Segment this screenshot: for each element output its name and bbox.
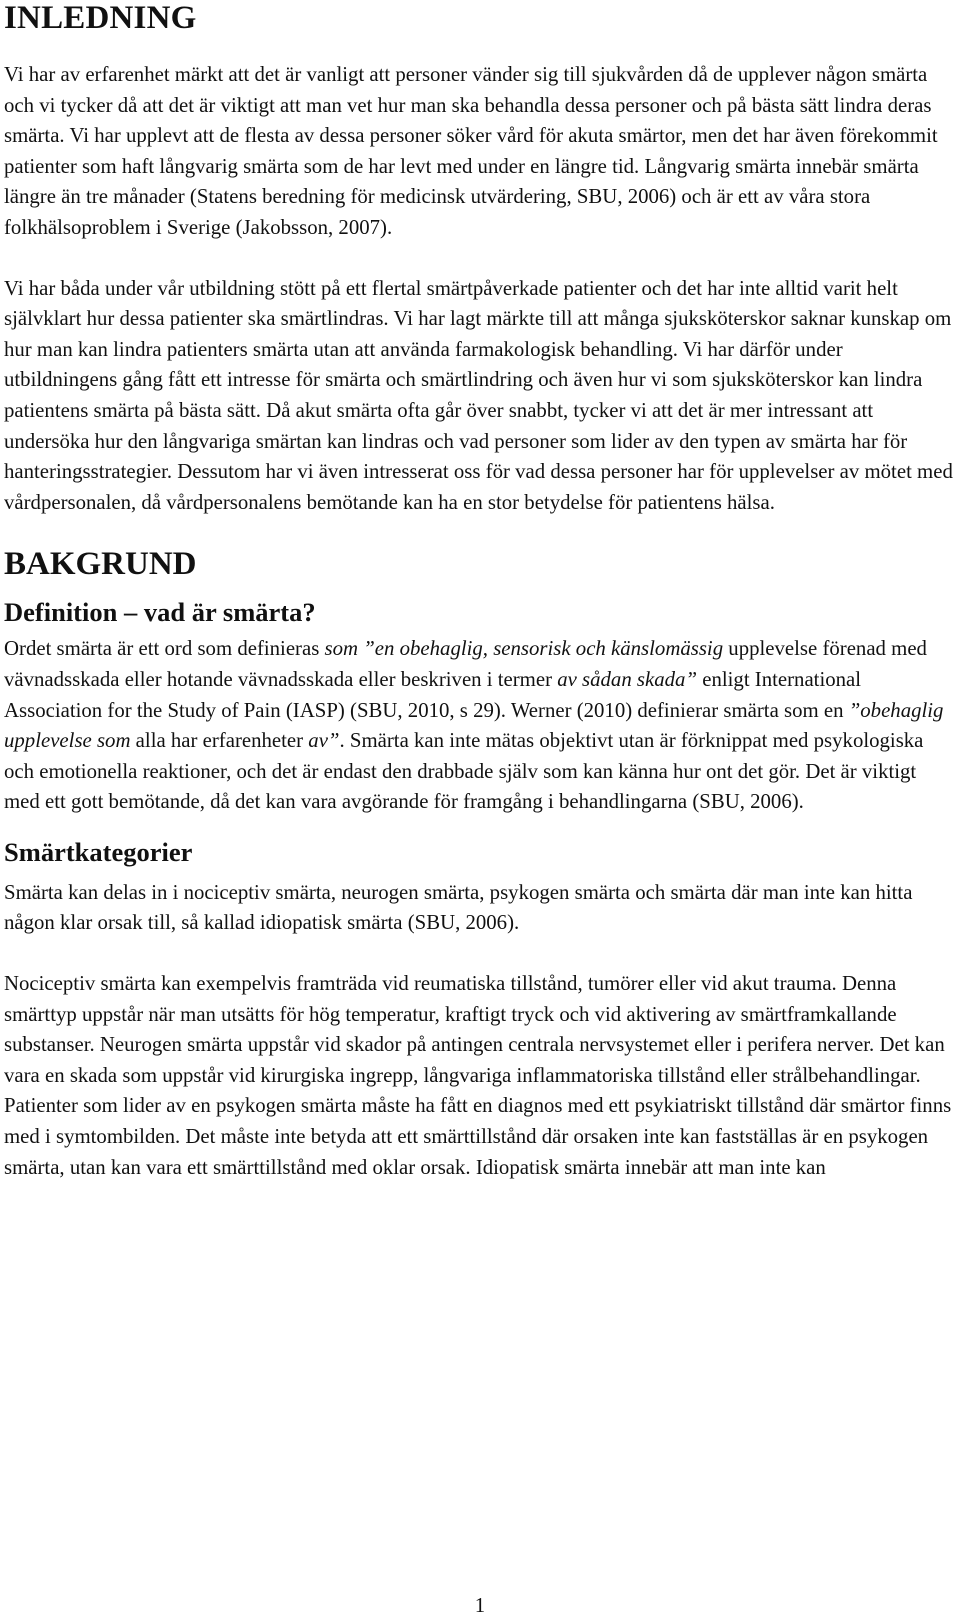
definition-italic-1: som ”en obehaglig, sensorisk och känslomässig [324, 637, 724, 661]
definition-italic-4: av” [308, 729, 340, 753]
definition-italic-3: ”obehaglig upplevelse som [4, 698, 944, 753]
definition-text-2: upplevelse förenad med vävnadsskada eller hotande vävnadsskada eller beskriven i termer [4, 637, 927, 691]
page-content [4, 0, 954, 1183]
definition-text-4: alla har erfarenheter [130, 729, 309, 753]
definition-text-5: . Smärta kan inte mätas objektivt utan är förknippat med psykologiska och emotionella reaktioner, och det är endast den drabbade själv som kan känna hur ont det gör. Det är viktigt med ett gott bemötande, då det kan vara avgörande för framgång i behandlingarna (SBU, 2006). [4, 729, 924, 814]
definition-italic-2: av sådan skada” [557, 667, 698, 691]
definition-text-1: Ordet smärta är ett ord som definieras [4, 637, 325, 661]
heading-inledning: INLEDNING [4, 0, 197, 36]
heading-definition: Definition – vad är smärta? [4, 597, 316, 628]
heading-smartkategorier: Smärtkategorier [4, 836, 193, 867]
definition-text-3: enligt International Association for the Study of Pain (IASP) (SBU, 2010, s 29). Werner (2010) definierar smärta som en [4, 667, 862, 722]
kategorier-paragraph-1: Smärta kan delas in i nociceptiv smärta, neurogen smärta, psykogen smärta och smärta där man inte kan hitta någon klar orsak till, så kallad idiopatisk smärta (SBU, 2006). [4, 880, 913, 935]
definition-paragraph [4, 634, 954, 818]
intro-paragraph-1: Vi har av erfarenhet märkt att det är vanligt att personer vänder sig till sjukvården då de upplever någon smärta och vi tycker då att det är viktigt att man vet hur man ska behandla dessa personer och på bästa sätt lindra deras smärta. Vi har upplevt att de flesta av dessa personer söker vård för akuta smärtor, men det har även förekommit patienter som haft långvarig smärta som de har levt med under en längre tid. Långvarig smärta innebär smärta längre än tre månader (Statens beredning för medicinsk utvärdering, SBU, 2006) och är ett av våra stora folkhälsoproblem i Sverige (Jakobsson, 2007). [4, 63, 938, 239]
kategorier-paragraph-2: Nociceptiv smärta kan exempelvis framträda vid reumatiska tillstånd, tumörer eller vid akut trauma. Denna smärttyp uppstår när man utsätts för hög temperatur, kraftigt tryck och vid aktivering av smärtframkallande substanser. Neurogen smärta uppstår vid skador på antingen centrala nervsystemet eller i perifera nerver. Det kan vara en skada som uppstår vid kirurgiska ingrepp, långvariga inflammatoriska tillstånd eller strålbehandlingar. Patienter som lider av en psykogen smärta måste ha fått en diagnos med ett psykiatriskt tillstånd där smärtor finns med i symtombilden. Det måste inte betyda att ett smärttillstånd där orsaken inte kan fastställas är en psykogen smärta, utan kan vara ett smärttillstånd med oklar orsak. Idiopatisk smärta innebär att man inte kan [4, 972, 952, 1179]
page-number: 1 [474, 1594, 486, 1617]
heading-bakgrund: BAKGRUND [4, 546, 197, 583]
intro-paragraph-2: Vi har båda under vår utbildning stött på ett flertal smärtpåverkade patienter och det har inte alltid varit helt självklart hur dessa patienter ska smärtlindras. Vi har lagt märkte till att många sjuksköterskor saknar kunskap om hur man kan lindra patienters smärta utan att använda farmakologisk behandling. Vi har därför under utbildningens gång fått ett intresse för smärta och smärtlindring och även hur vi som sjuksköterskor kan lindra patientens smärta på bästa sätt. Då akut smärta ofta går över snabbt, tycker vi att det är mer intressant att undersöka hur den långvariga smärtan kan lindras och vad personer som lider av den typen av smärta har för hanteringsstrategier. Dessutom har vi även intresserat oss för vad dessa personer har för upplevelser av mötet med vårdpersonalen, då vårdpersonalens bemötande kan ha en stor betydelse för patientens hälsa. [4, 276, 953, 514]
